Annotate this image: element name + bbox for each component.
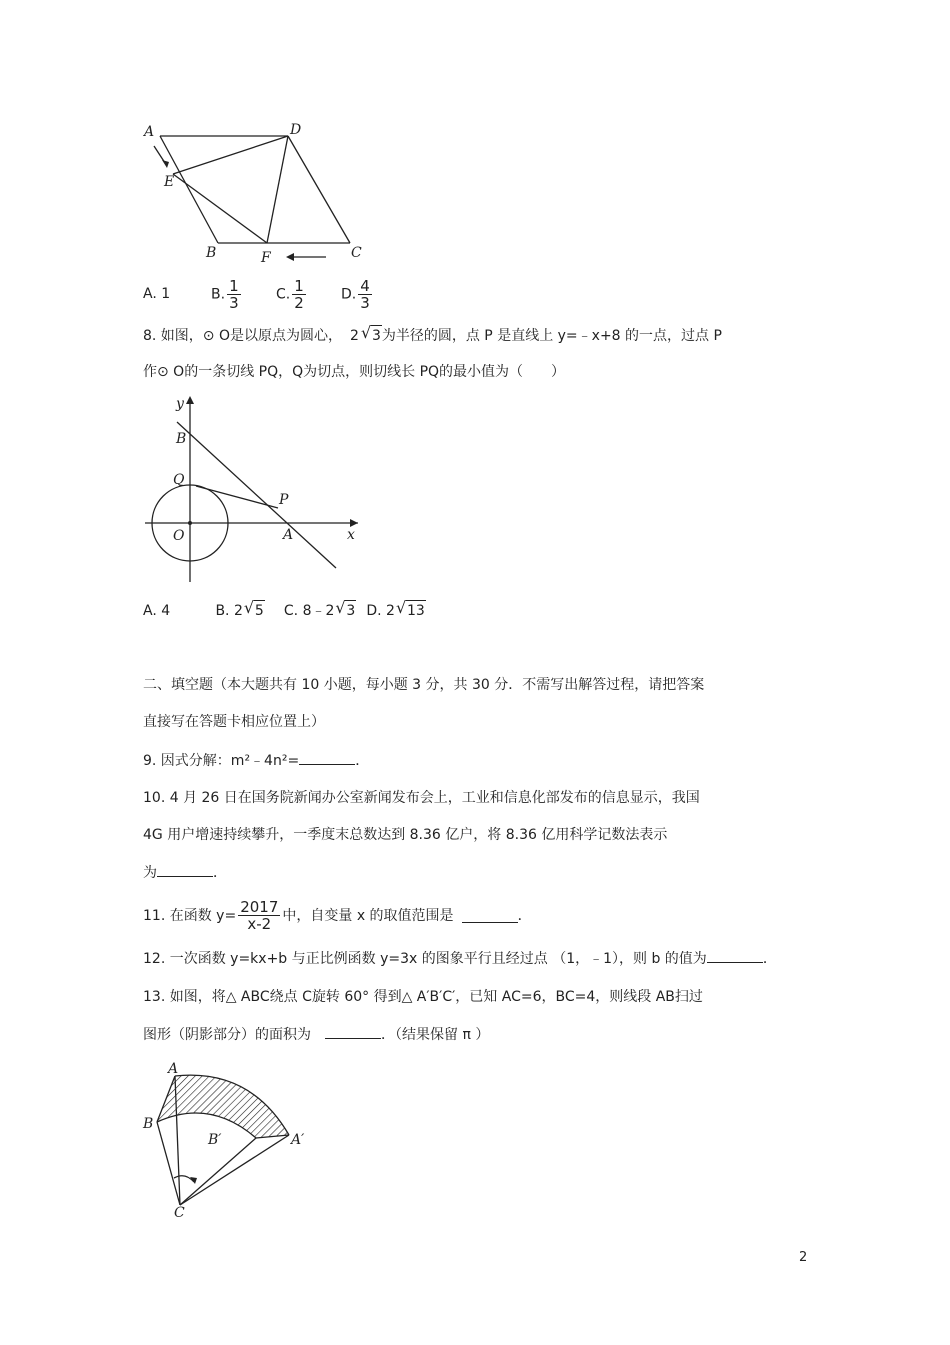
q12: 12. 一次函数 y=kx+b 与正比例函数 y=3x 的图象平行且经过点 （1，﹣1），则 b 的值为 ． (143, 948, 777, 969)
q7-option-c: C. $\frac{1}{2}$ (276, 276, 304, 312)
q11-answer-blank[interactable] (462, 908, 518, 923)
label-a-prime: A′ (291, 1132, 305, 1148)
label-d: D (290, 122, 302, 138)
q8-option-b: B. 2√ 5 (215, 600, 279, 621)
q10-answer-blank[interactable] (157, 862, 213, 877)
q8-line-2: 作⊙ O的一条切线 PQ，Q为切点，则切线长 PQ的最小值为（ ） (143, 364, 566, 380)
label-a: A (168, 1061, 179, 1077)
q11: 11. 在函数 y= $\frac{2017}{x-2}$ 中，自变量 x 的取值范围是 ． (143, 897, 532, 933)
origin-point (188, 521, 192, 525)
segment-ef (173, 174, 267, 243)
section-2-heading: 二、填空题（本大题共有 10 小题，每小题 3 分，共 30 分．不需写出解答过程，请把答案 (143, 677, 705, 693)
arrowhead-f-icon (286, 253, 294, 261)
segment-fd (267, 136, 288, 243)
label-y: y (176, 396, 184, 412)
q8-line-1: 8. 如图，⊙ O是以原点为圆心， 2√ 3为半径的圆，点 P 是直线上 y=﹣x+8 的一点，过点 P (143, 325, 722, 346)
q8-option-d: D. 2√ 13 (366, 600, 425, 621)
figure-q7-parallelogram (140, 118, 380, 268)
q13-answer-blank[interactable] (325, 1024, 381, 1039)
section-2-heading-cont: 直接写在答题卡相应位置上） (143, 714, 325, 730)
q7-option-d: D. $\frac{4}{3}$ (341, 276, 370, 312)
arrowhead-e-icon (162, 160, 169, 168)
q10-line-3: 为 ． (143, 862, 227, 883)
q7-option-b: B. $\frac{1}{3}$ (211, 276, 239, 312)
q12-answer-blank[interactable] (707, 948, 763, 963)
q7-option-a: A. 1 (143, 286, 171, 302)
q9: 9. 因式分解：m²﹣4n²= ． (143, 750, 369, 771)
label-e: E (164, 174, 175, 190)
q7-options (143, 272, 401, 316)
label-c: C (174, 1205, 185, 1221)
label-f: F (261, 250, 271, 266)
edge-dc (288, 136, 350, 243)
figure-q8-circle-tangent (140, 392, 365, 587)
q10-line-1: 10. 4 月 26 日在国务院新闻办公室新闻发布会上，工业和信息化部发布的信息显示，我国 (143, 790, 700, 806)
segment-a-prime-c (180, 1135, 289, 1205)
q8-options (143, 600, 426, 621)
q8-option-c: C. 8﹣2√ 3 (284, 600, 362, 621)
x-axis-arrow-icon (350, 519, 358, 527)
y-axis-arrow-icon (186, 396, 194, 404)
figure-q13-rotation (140, 1060, 320, 1221)
q8-option-a: A. 4 (143, 603, 171, 619)
tangent-pq (196, 486, 278, 508)
q10-line-2: 4G 用户增速持续攀升，一季度末总数达到 8.36 亿户，将 8.36 亿用科学记数法表示 (143, 827, 668, 843)
q9-answer-blank[interactable] (299, 750, 355, 765)
q13-line-2: 图形（阴影部分）的面积为 ．（结果保留 π ） (143, 1024, 489, 1045)
label-b: B (143, 1116, 154, 1132)
label-p: P (279, 492, 289, 508)
label-a: A (283, 527, 294, 543)
label-a: A (144, 124, 155, 140)
label-b: B (176, 431, 187, 447)
q13-line-1: 13. 如图，将△ ABC绕点 C旋转 60° 得到△ A′B′C′，已知 AC=6，BC=4，则线段 AB扫过 (143, 989, 703, 1005)
rotation-arc (174, 1176, 194, 1182)
label-b-prime: B′ (208, 1132, 222, 1148)
segment-b-prime-c (180, 1138, 256, 1205)
label-x: x (347, 527, 355, 543)
label-q: Q (173, 472, 185, 488)
segment-ed (173, 136, 288, 174)
rotation-arrow-icon (190, 1177, 197, 1184)
page-number: 2 (799, 1250, 808, 1265)
label-c: C (351, 245, 362, 261)
label-b: B (206, 245, 217, 261)
label-o: O (173, 528, 185, 544)
line-y-eq-neg-x-plus-8 (177, 422, 336, 568)
segment-bc (157, 1122, 180, 1205)
